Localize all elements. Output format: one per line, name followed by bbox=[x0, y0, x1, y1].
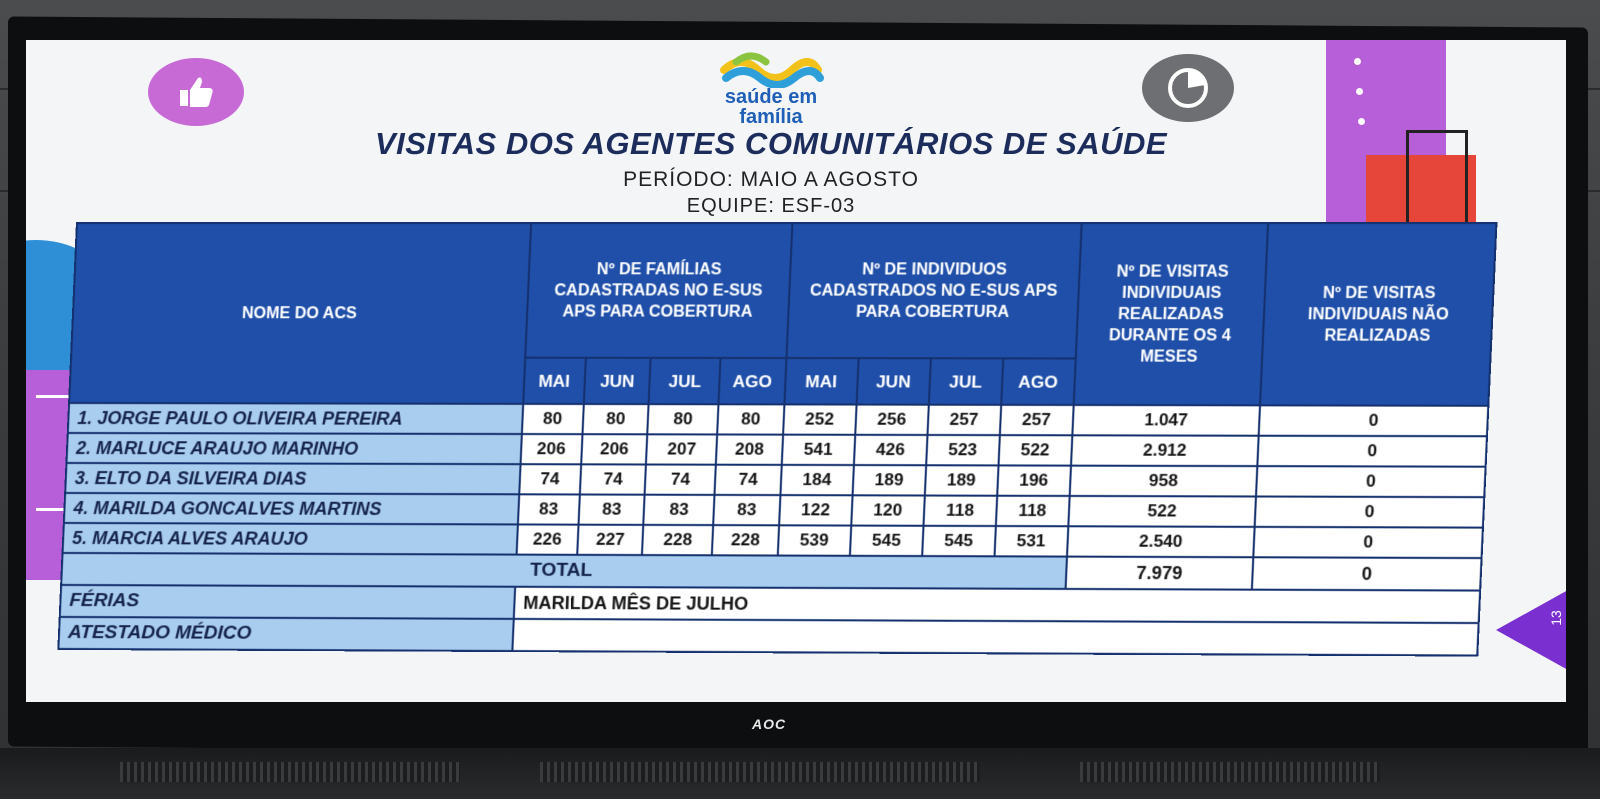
decorative-dot bbox=[1356, 88, 1363, 95]
month-header: JUL bbox=[928, 358, 1002, 405]
individuals-cell: 541 bbox=[781, 435, 854, 465]
ferias-value: MARILDA MÊS DE JULHO bbox=[513, 587, 1480, 623]
families-cell: 206 bbox=[581, 434, 648, 464]
pie-chart-icon bbox=[1163, 65, 1213, 111]
month-header: MAI bbox=[784, 358, 858, 404]
tv-brand-logo: AOC bbox=[752, 716, 787, 732]
logo-waves-icon bbox=[696, 48, 846, 88]
speaker-grill bbox=[540, 762, 980, 782]
visits-done-cell: 522 bbox=[1068, 496, 1256, 527]
table-row bbox=[68, 403, 1489, 436]
table-header-row bbox=[71, 223, 1496, 359]
visits-table bbox=[57, 222, 1497, 657]
individuals-cell: 122 bbox=[779, 495, 852, 525]
families-cell: 74 bbox=[715, 465, 782, 495]
families-cell: 80 bbox=[717, 404, 784, 434]
header-individuals: Nº DE INDIVIDUOS CADASTRADOS NO E-SUS APS PARA COBERTURA bbox=[786, 223, 1081, 358]
logo-text: saúde em bbox=[724, 86, 818, 108]
visits-not-done-cell: 0 bbox=[1259, 405, 1488, 436]
speaker-grill bbox=[120, 762, 460, 782]
thumbs-up-icon bbox=[174, 72, 218, 112]
families-cell: 228 bbox=[642, 525, 713, 555]
month-header: AGO bbox=[1001, 358, 1076, 405]
month-header: JUN bbox=[856, 358, 930, 405]
visits-done-cell: 958 bbox=[1069, 466, 1257, 497]
ferias-label: FÉRIAS bbox=[60, 585, 515, 619]
individuals-cell: 522 bbox=[998, 435, 1072, 465]
slide-number: 13 bbox=[1548, 610, 1565, 626]
individuals-cell: 523 bbox=[926, 435, 1000, 465]
visits-done-cell: 1.047 bbox=[1072, 405, 1260, 436]
total-label: TOTAL bbox=[61, 553, 1066, 589]
total-not-done: 0 bbox=[1252, 557, 1481, 590]
individuals-cell: 539 bbox=[777, 525, 850, 555]
individuals-cell: 257 bbox=[927, 405, 1001, 435]
families-cell: 83 bbox=[518, 494, 580, 524]
atestado-value bbox=[512, 619, 1479, 656]
individuals-cell: 531 bbox=[994, 526, 1068, 557]
acs-name: 3. ELTO DA SILVEIRA DIAS bbox=[65, 463, 520, 494]
month-header: AGO bbox=[719, 358, 786, 404]
families-cell: 74 bbox=[645, 464, 716, 494]
acs-name: 1. JORGE PAULO OLIVEIRA PEREIRA bbox=[68, 403, 523, 434]
table-row bbox=[65, 463, 1485, 497]
decorative-dot bbox=[1358, 118, 1365, 125]
month-header: MAI bbox=[523, 358, 586, 404]
thumbs-up-badge bbox=[148, 58, 244, 126]
individuals-cell: 257 bbox=[999, 405, 1073, 435]
individuals-cell: 545 bbox=[850, 526, 924, 557]
families-cell: 226 bbox=[516, 524, 578, 554]
individuals-cell: 189 bbox=[852, 465, 926, 495]
acs-name: 4. MARILDA GONCALVES MARTINS bbox=[64, 493, 519, 524]
individuals-cell: 252 bbox=[783, 404, 856, 434]
table-atestado-row bbox=[58, 617, 1478, 656]
total-visits: 7.979 bbox=[1065, 557, 1254, 590]
individuals-cell: 189 bbox=[924, 465, 998, 495]
visits-not-done-cell: 0 bbox=[1258, 436, 1487, 467]
individuals-cell: 118 bbox=[923, 496, 997, 527]
families-cell: 207 bbox=[646, 434, 717, 464]
families-cell: 80 bbox=[582, 404, 649, 434]
speaker-grill bbox=[1080, 762, 1380, 782]
families-cell: 227 bbox=[577, 525, 644, 555]
header-families: Nº DE FAMÍLIAS CADASTRADAS NO E-SUS APS PARA COBERTURA bbox=[525, 223, 792, 358]
families-cell: 80 bbox=[522, 404, 584, 434]
individuals-cell: 120 bbox=[851, 495, 925, 525]
individuals-cell: 118 bbox=[995, 496, 1069, 527]
families-cell: 206 bbox=[520, 434, 582, 464]
families-cell: 228 bbox=[712, 525, 779, 555]
individuals-cell: 426 bbox=[854, 435, 928, 465]
individuals-cell: 545 bbox=[922, 526, 996, 557]
families-cell: 74 bbox=[519, 464, 581, 494]
table-row bbox=[66, 433, 1486, 467]
header-visits-done: Nº DE VISITAS INDIVIDUAIS REALIZADAS DURANTE OS 4 MESES bbox=[1073, 223, 1268, 405]
page-title: VISITAS DOS AGENTES COMUNITÁRIOS DE SAÚDE bbox=[374, 126, 1168, 161]
families-cell: 83 bbox=[578, 494, 645, 524]
visits-not-done-cell: 0 bbox=[1256, 466, 1485, 497]
atestado-label: ATESTADO MÉDICO bbox=[58, 617, 513, 651]
visits-done-cell: 2.540 bbox=[1067, 526, 1255, 557]
families-cell: 74 bbox=[580, 464, 647, 494]
individuals-cell: 184 bbox=[780, 465, 853, 495]
visits-done-cell: 2.912 bbox=[1071, 435, 1259, 466]
families-cell: 208 bbox=[716, 434, 783, 464]
header-name: NOME DO ACS bbox=[69, 223, 531, 404]
families-cell: 80 bbox=[648, 404, 719, 434]
families-cell: 83 bbox=[713, 495, 780, 525]
acs-name: 5. MARCIA ALVES ARAUJO bbox=[63, 523, 518, 555]
decorative-dot bbox=[1354, 58, 1361, 65]
visits-not-done-cell: 0 bbox=[1254, 527, 1483, 558]
header-visits-not-done: Nº DE VISITAS INDIVIDUAIS NÃO REALIZADAS bbox=[1260, 223, 1496, 406]
month-header: JUN bbox=[584, 358, 651, 404]
individuals-cell: 196 bbox=[997, 465, 1071, 496]
team-label: EQUIPE: ESF-03 bbox=[686, 195, 856, 217]
logo-text: família bbox=[739, 106, 803, 128]
saude-em-familia-logo bbox=[696, 48, 846, 128]
tv-screen bbox=[26, 40, 1566, 702]
families-cell: 83 bbox=[644, 495, 715, 525]
individuals-cell: 256 bbox=[855, 405, 929, 435]
decorative-triangle bbox=[1496, 580, 1566, 680]
period-label: PERÍODO: MAIO A AGOSTO bbox=[623, 168, 919, 191]
table-row bbox=[64, 493, 1484, 528]
acs-name: 2. MARLUCE ARAUJO MARINHO bbox=[66, 433, 521, 464]
visits-not-done-cell: 0 bbox=[1255, 496, 1484, 527]
month-header: JUL bbox=[649, 358, 721, 404]
pie-chart-badge bbox=[1142, 54, 1234, 122]
